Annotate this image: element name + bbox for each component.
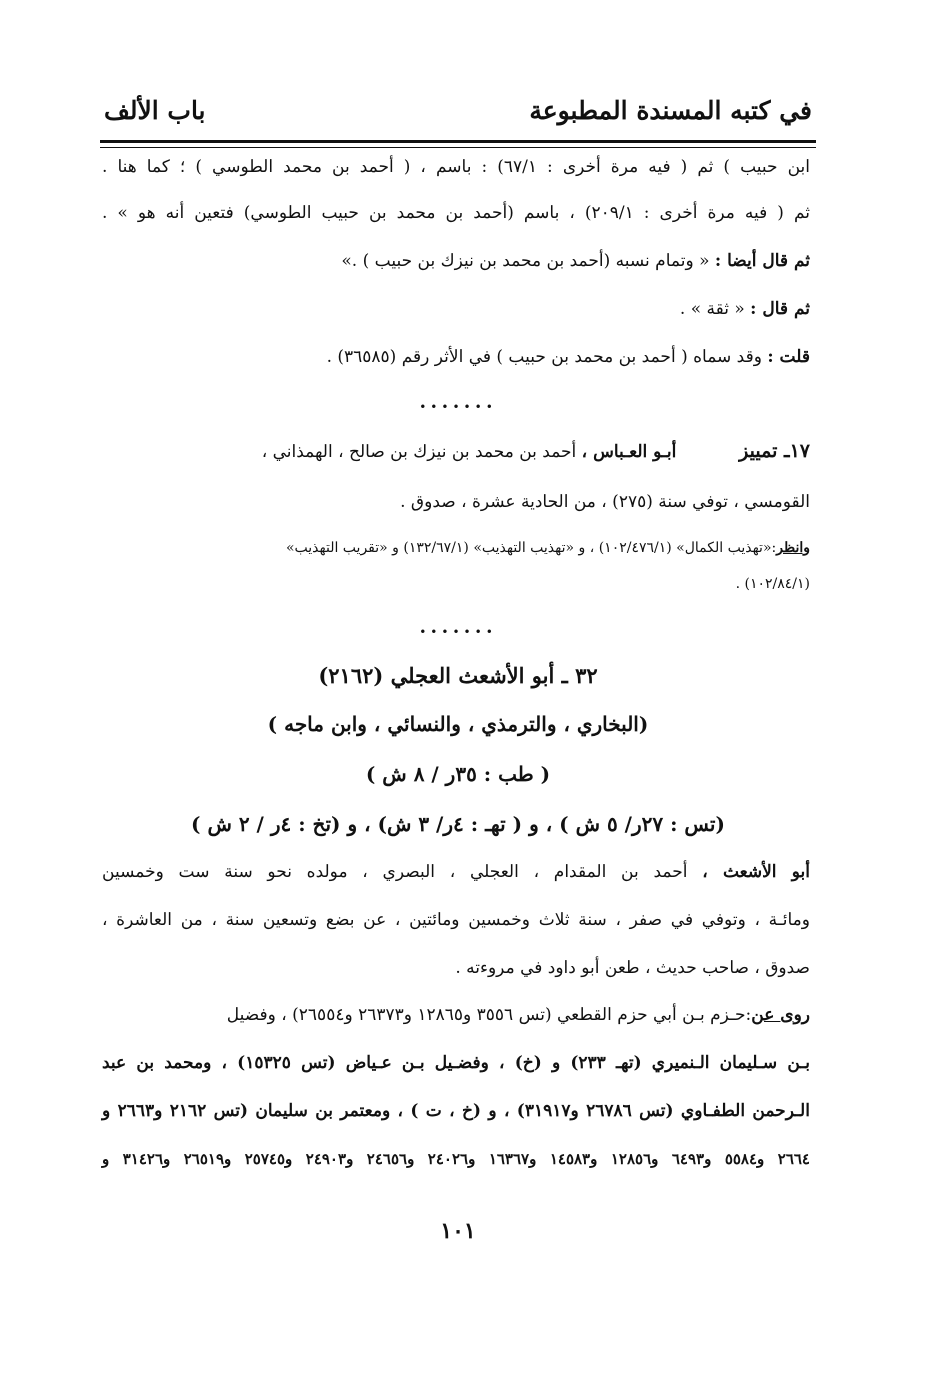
text-line: ابن حبيب ) ثم ( فيه مرة أخرى : ٦٧/١) : باسم ، ( أحمد بن محمد الطوسي ) ؛ كما هنا . xyxy=(102,157,810,177)
riwaya-label: روى عن xyxy=(751,1005,810,1025)
reference-line xyxy=(102,540,810,558)
quote-text: « وتمام نسبه (أحمد بن محمد بن نيزك بن حبيب ) .» xyxy=(341,251,710,271)
separator: ••••••• xyxy=(419,400,497,414)
entry-text: أحمد بن محمد بن نيزك بن صالح ، الهمذاني ، xyxy=(261,442,577,462)
text-line: ثم ( فيه مرة أخرى : ٢٠٩/١) ، باسم (أحمد بن محمد بن حبيب الطوسي) فتعين أنه هو » . xyxy=(102,203,811,223)
header-title: في كتبه المسندة المطبوعة xyxy=(529,96,812,125)
bio-name: أبو الأشعث ، xyxy=(702,862,810,882)
reference-label: وانظر xyxy=(776,540,810,556)
entry-title: ٣٢ ـ أبو الأشعث العجلي (٢١٦٢) xyxy=(318,663,598,688)
entry-tabaqa: ( طب : ٣٥ر / ٨ ش ) xyxy=(365,762,551,786)
reference-line: (١٠٢/٨٤/١) . xyxy=(735,576,810,592)
note-text: وقد سماه ( أحمد بن محمد بن حبيب ) في الأثر رقم (٣٦٥٨٥) . xyxy=(326,347,762,367)
entry-label: ١٧ـ تمييز xyxy=(739,440,810,462)
riwaya-line: ٢٦٦٤ و٥٥٨٤ و٦٤٩٣ و١٢٨٥٦ و١٤٥٨٣ و١٦٣٦٧ و٢٤٠٢٦ و٢٤٦٥٦ و٢٤٩٠٣ و٢٥٧٤٥ و٢٦٥١٩ و٣١٤٢٦ و xyxy=(102,1150,810,1168)
bio-text: أحمد بن المقدام ، العجلي ، البصري ، مولده نحو سنة ست وخمسين xyxy=(102,862,688,882)
riwaya-text: :حـزم بـن أبي حزم القطعي (تس ٣٥٥٦ و١٢٨٦٥ و٢٦٣٧٣ و٢٦٥٥٤) ، وفضيل xyxy=(226,1005,752,1025)
riwaya-line: بـن سـليمان الـنميري (تهـ ٢٣٣) و (خ) ، وفضـيل بـن عـياض (تس ١٥٣٢٥) ، ومحمد بن عبد xyxy=(102,1053,810,1073)
quote-line xyxy=(680,299,810,320)
riwaya-line xyxy=(102,1005,810,1026)
quote-label: ثم قال أيضا : xyxy=(714,251,810,271)
note-line xyxy=(327,347,810,368)
quote-label: ثم قال : xyxy=(750,299,810,319)
reference-text: :«تهذيب الكمال» (١٠٢/٤٧٦/١) ، و «تهذيب التهذيب» (١٣٢/٦٧/١) و «تقريب التهذيب» xyxy=(285,540,777,556)
note-label: قلت : xyxy=(767,347,810,367)
entry-sources: (البخاري ، والترمذي ، والنسائي ، وابن ماجه ) xyxy=(267,712,649,736)
bio-line: صدوق ، صاحب حديث ، طعن أبو داود في مروءته . xyxy=(455,958,810,978)
entry-kunya: أبـو العـباس ، xyxy=(581,442,677,462)
entry-refs: (تس : ٢٧ر/ ٥ ش ) ، و ( تهـ : ٤ر/ ٣ ش) ، و (تخ : ٤ر / ٢ ش ) xyxy=(191,812,725,836)
quote-line xyxy=(341,251,810,272)
header-rule xyxy=(100,140,816,148)
entry-17-line1 xyxy=(100,440,810,464)
chapter-title: باب الألف xyxy=(104,96,206,125)
separator: ••••••• xyxy=(419,625,497,639)
riwaya-line: الـرحمن الطفـاوي (تس ٢٦٧٨٦ و٣١٩١٧) ، و (خ ، ت ) ، ومعتمر بن سليمان (تس ٢١٦٢ و٢٦٦٣ و xyxy=(102,1101,810,1121)
bio-line xyxy=(102,862,810,883)
quote-text: « ثقة » . xyxy=(679,299,745,319)
text-line: القومسي ، توفي سنة (٢٧٥) ، من الحادية عشرة ، صدوق . xyxy=(400,492,810,512)
bio-line: ومائـة ، وتوفي في صفر ، سنة ثلاث وخمسين ومائتين ، عن بضع وتسعين سنة ، من العاشرة ، xyxy=(102,910,810,930)
page-number: ١٠١ xyxy=(440,1218,476,1244)
